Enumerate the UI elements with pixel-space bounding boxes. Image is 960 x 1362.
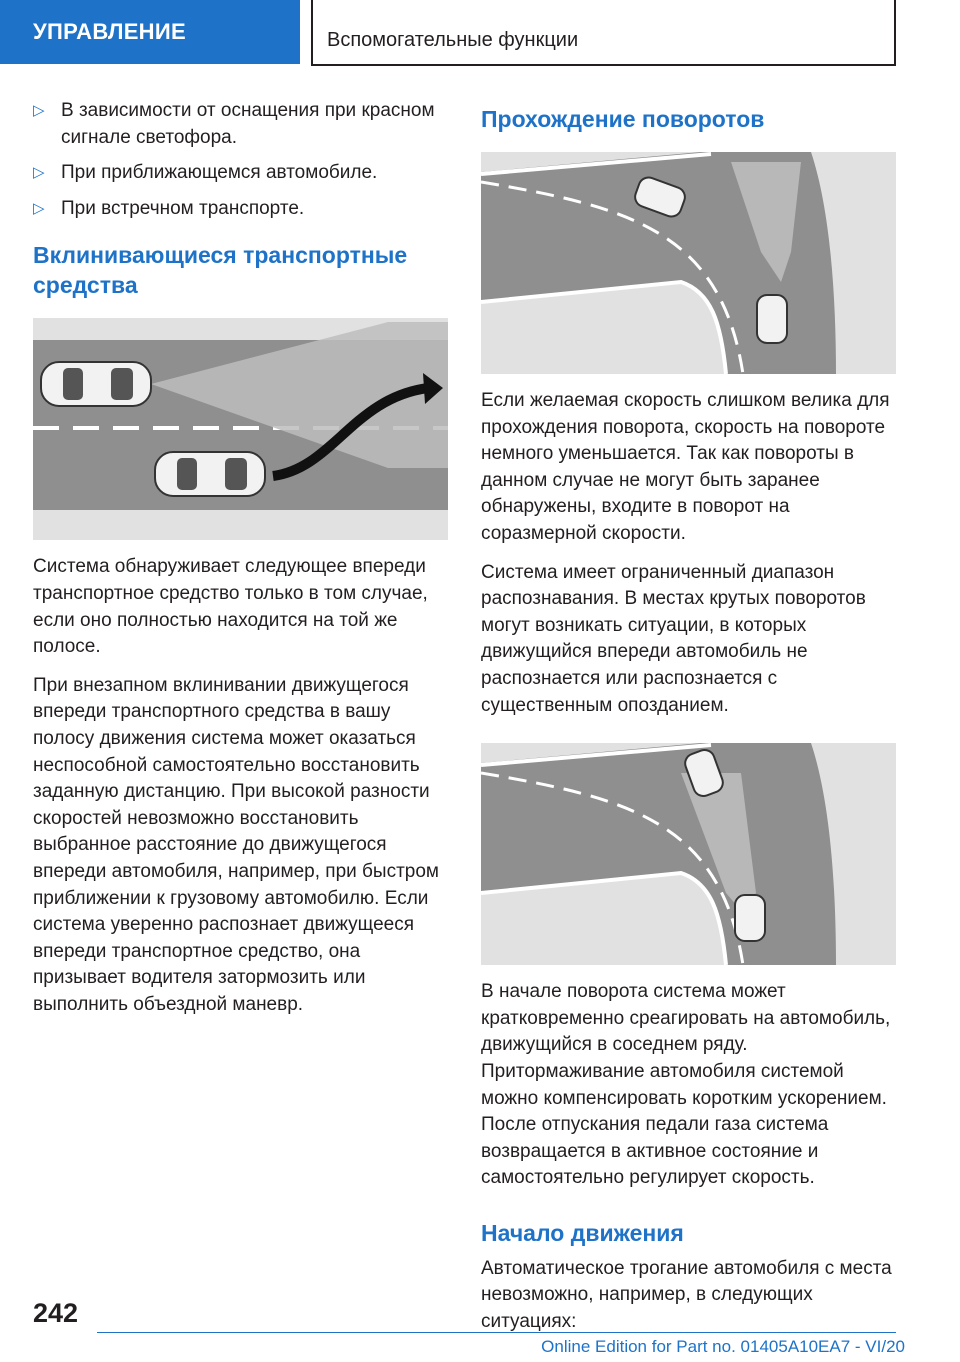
start-paragraph: Автоматическое трогание автомобиля с места невозможно, например, в следующих ситуациях: (481, 1257, 892, 1333)
triangle-bullet-icon: ▷ (33, 102, 45, 119)
curve-illustration-1 (481, 152, 896, 374)
bullet-text: При встречном транспорте. (61, 197, 305, 219)
triangle-bullet-icon: ▷ (33, 164, 45, 182)
bullet-text: При приближающемся автомобиле. (61, 162, 378, 184)
page-number: 242 (33, 1298, 79, 1328)
right-column (481, 98, 896, 1348)
footer-divider (97, 1332, 896, 1333)
cutin-paragraph-1: Система обнаруживает следующее впереди транспортное средство только в том случае, если оно полностью находится на той же полосе. (33, 556, 428, 658)
car-icon (757, 295, 787, 343)
footer-edition: Online Edition for Part no. 01405A10EA7 - VI/20 (541, 1337, 905, 1356)
bullet-text: В зависимости от оснащения при красном сигнале светофора. (61, 100, 435, 148)
left-column (33, 98, 448, 1030)
heading-start-driving: Начало движения (481, 1219, 684, 1246)
heading-cutin-vehicles: Вклинивающиеся транспортные средства (33, 242, 408, 299)
curves-paragraph-1: Если желаемая скорость слишком велика для прохождения поворота, скорость на повороте немного уменьшается. Так как повороты в данном случае не могут быть заранее обнаружены, входите в поворот на соразмерной скорости. (481, 390, 890, 544)
triangle-bullet-icon: ▷ (33, 199, 45, 217)
car-icon (155, 452, 265, 496)
car-icon (41, 362, 151, 406)
list-item (33, 196, 448, 223)
list-item (33, 98, 448, 151)
curves-paragraph-2: Система имеет ограниченный диапазон распознавания. В местах крутых поворотов могут возникать ситуации, в которых движущийся впереди автомобиль не распознается или распознается с существенным опозданием. (481, 561, 866, 716)
list-item (33, 160, 448, 187)
cutin-illustration (33, 318, 448, 540)
curve-illustration-2 (481, 743, 896, 965)
header-chapter-title: Вспомогательные функции (311, 0, 896, 66)
car-icon (735, 895, 765, 941)
curves-paragraph-3: В начале поворота система может кратковременно среагировать на автомобиль, движущийся в соседнем ряду. Притормаживание автомобиля системой можно компенсировать коротким ускорением. После отпускания педали газа система возвращается в активное состояние и самостоятельно регулирует скорость. (481, 981, 891, 1189)
cutin-paragraph-2: При внезапном вклинивании движущегося впереди транспортного средства в вашу полосу движения система может оказаться неспособной самостоятельно восстановить заданную дистанцию. При высокой разности скоростей невозможно восстановить выбранное расстояние до движущегося впереди автомобиля, например, при быстром приближении к грузовому автомобилю. Если система уверенно распознает движущееся впереди транспортное средство, она призывает водителя затормозить или выполнить объездной маневр. (33, 674, 439, 1015)
heading-curves: Прохождение поворотов (481, 106, 765, 132)
header-section-tab: УПРАВЛЕНИЕ (0, 0, 300, 64)
